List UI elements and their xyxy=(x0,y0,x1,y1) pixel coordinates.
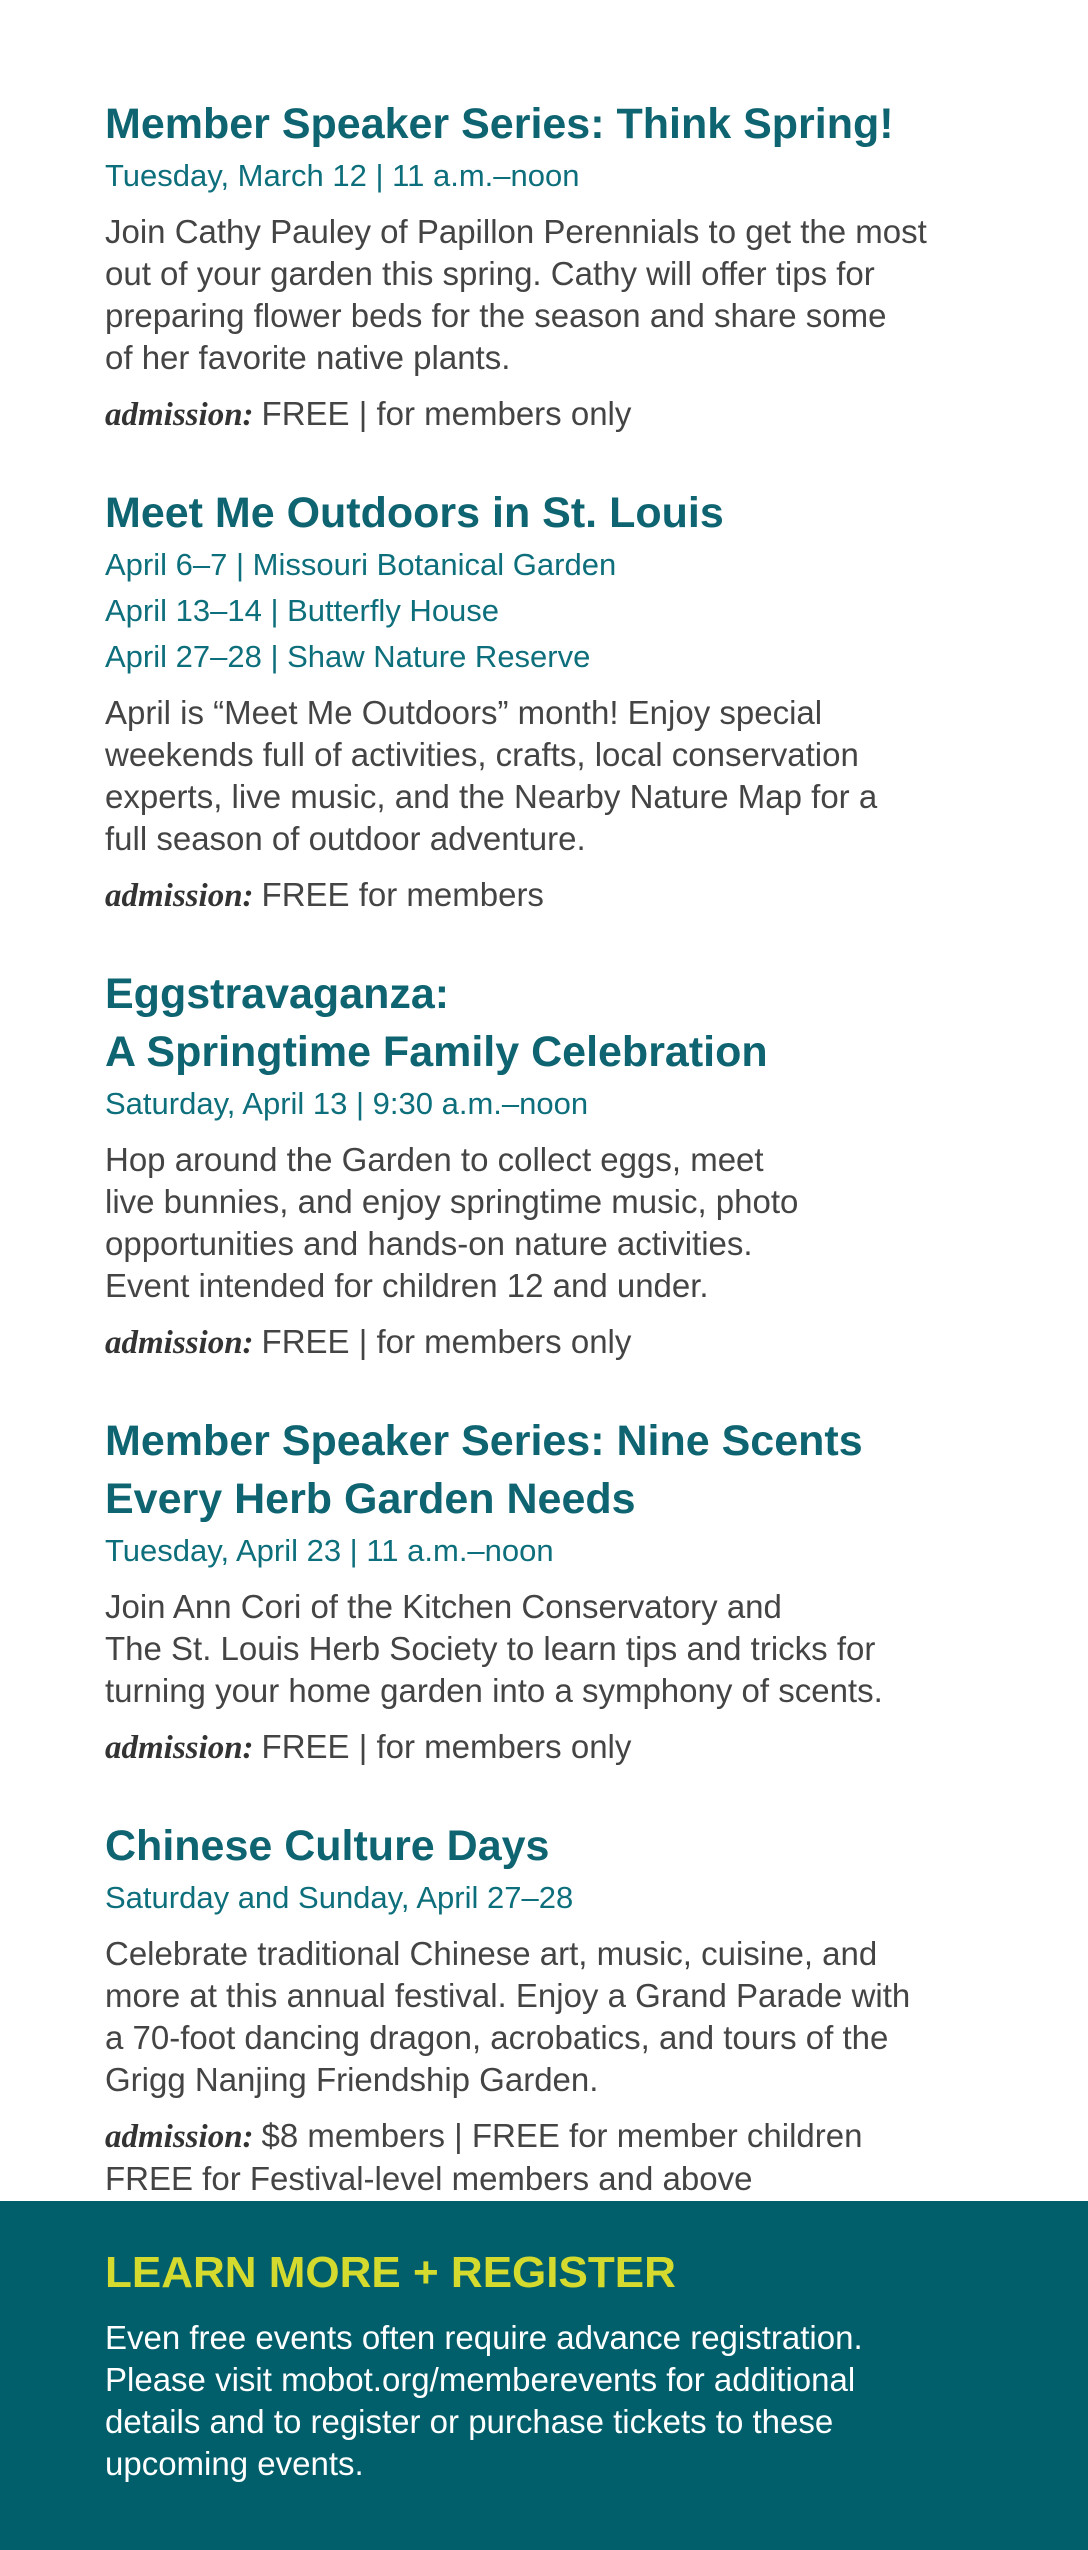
admission-label: admission: xyxy=(105,878,254,914)
register-text-line: Even free events often require advance registration. xyxy=(105,2319,863,2356)
event-date xyxy=(105,153,1005,199)
register-heading: LEARN MORE + REGISTER xyxy=(105,2248,676,2297)
event-description xyxy=(105,1139,1005,1307)
event-date-line: April 27–28 | Shaw Nature Reserve xyxy=(105,639,591,674)
event-title-line: Every Herb Garden Needs xyxy=(105,1475,636,1523)
event-title-line: Member Speaker Series: Nine Scents xyxy=(105,1417,863,1465)
event-description-line: Join Cathy Pauley of Papillon Perennials to get the most xyxy=(105,213,927,250)
event-title xyxy=(105,1412,1005,1528)
event-date-line: April 6–7 | Missouri Botanical Garden xyxy=(105,547,617,582)
event-description-line: out of your garden this spring. Cathy will offer tips for xyxy=(105,255,875,292)
event-date-line: Saturday and Sunday, April 27–28 xyxy=(105,1880,574,1915)
event-description-line: weekends full of activities, crafts, local conservation xyxy=(105,736,859,773)
admission-line xyxy=(105,2115,1005,2158)
event-title xyxy=(105,1817,1005,1875)
event-description-line: more at this annual festival. Enjoy a Grand Parade with xyxy=(105,1977,911,2014)
admission-value: FREE | for members only xyxy=(261,1728,632,1765)
event-description xyxy=(105,692,1005,860)
event-admission xyxy=(105,393,1005,436)
event-date xyxy=(105,1081,1005,1127)
event-admission xyxy=(105,1726,1005,1769)
admission-value: FREE for members xyxy=(261,876,544,913)
admission-label: admission: xyxy=(105,1325,254,1361)
event-description xyxy=(105,211,1005,379)
event-title xyxy=(105,95,1005,153)
event-title-line: Meet Me Outdoors in St. Louis xyxy=(105,489,724,537)
event-description-line: Grigg Nanjing Friendship Garden. xyxy=(105,2061,599,2098)
event-description-line: preparing flower beds for the season and share some xyxy=(105,297,887,334)
event-item xyxy=(105,484,1005,917)
event-item xyxy=(105,965,1005,1364)
event-description-line: experts, live music, and the Nearby Nature Map for a xyxy=(105,778,878,815)
event-title-line: Eggstravaganza: xyxy=(105,970,450,1018)
event-admission xyxy=(105,2115,1005,2200)
event-date-line: April 13–14 | Butterfly House xyxy=(105,593,500,628)
register-banner-content xyxy=(105,2243,1005,2485)
event-admission xyxy=(105,874,1005,917)
event-description xyxy=(105,1933,1005,2101)
event-item xyxy=(105,1817,1005,2200)
event-item xyxy=(105,95,1005,436)
event-item xyxy=(105,1412,1005,1769)
event-description-line: Hop around the Garden to collect eggs, meet xyxy=(105,1141,764,1178)
event-description-line: Join Ann Cori of the Kitchen Conservatory and xyxy=(105,1588,782,1625)
event-date-line: Saturday, April 13 | 9:30 a.m.–noon xyxy=(105,1086,589,1121)
event-description xyxy=(105,1586,1005,1712)
event-description-line: Event intended for children 12 and under. xyxy=(105,1267,709,1304)
event-title-line: A Springtime Family Celebration xyxy=(105,1028,768,1076)
admission-line xyxy=(105,1726,1005,1769)
register-text-line: upcoming events. xyxy=(105,2445,364,2482)
admission-value: FREE | for members only xyxy=(261,395,632,432)
event-title-line: Chinese Culture Days xyxy=(105,1822,550,1870)
register-text-line: Please visit mobot.org/memberevents for additional xyxy=(105,2361,856,2398)
event-description-line: live bunnies, and enjoy springtime music, photo xyxy=(105,1183,799,1220)
register-text-line: details and to register or purchase tickets to these xyxy=(105,2403,834,2440)
event-admission xyxy=(105,1321,1005,1364)
event-description-line: Celebrate traditional Chinese art, music, cuisine, and xyxy=(105,1935,878,1972)
event-description-line: The St. Louis Herb Society to learn tips and tricks for xyxy=(105,1630,876,1667)
event-description-line: full season of outdoor adventure. xyxy=(105,820,586,857)
admission-label: admission: xyxy=(105,1730,254,1766)
event-date-line: Tuesday, March 12 | 11 a.m.–noon xyxy=(105,158,580,193)
event-description-line: a 70-foot dancing dragon, acrobatics, and tours of the xyxy=(105,2019,889,2056)
event-description-line: April is “Meet Me Outdoors” month! Enjoy special xyxy=(105,694,823,731)
event-date xyxy=(105,1528,1005,1574)
admission-value: FREE | for members only xyxy=(261,1323,632,1360)
admission-line xyxy=(105,874,1005,917)
event-title xyxy=(105,484,1005,542)
event-date-line: Tuesday, April 23 | 11 a.m.–noon xyxy=(105,1533,554,1568)
event-description-line: of her favorite native plants. xyxy=(105,339,511,376)
admission-label: admission: xyxy=(105,2119,254,2155)
admission-line xyxy=(105,1321,1005,1364)
event-list xyxy=(105,95,1005,2248)
event-description-line: turning your home garden into a symphony of scents. xyxy=(105,1672,883,1709)
admission-line: FREE for Festival-level members and above xyxy=(105,2160,753,2197)
admission-label: admission: xyxy=(105,397,254,433)
event-title xyxy=(105,965,1005,1081)
event-date xyxy=(105,542,1005,680)
event-description-line: opportunities and hands-on nature activities. xyxy=(105,1225,753,1262)
event-date xyxy=(105,1875,1005,1921)
event-title-line: Member Speaker Series: Think Spring! xyxy=(105,100,894,148)
register-text xyxy=(105,2317,1005,2485)
admission-line xyxy=(105,393,1005,436)
register-banner xyxy=(0,2201,1088,2550)
admission-value: $8 members | FREE for member children xyxy=(261,2117,863,2154)
